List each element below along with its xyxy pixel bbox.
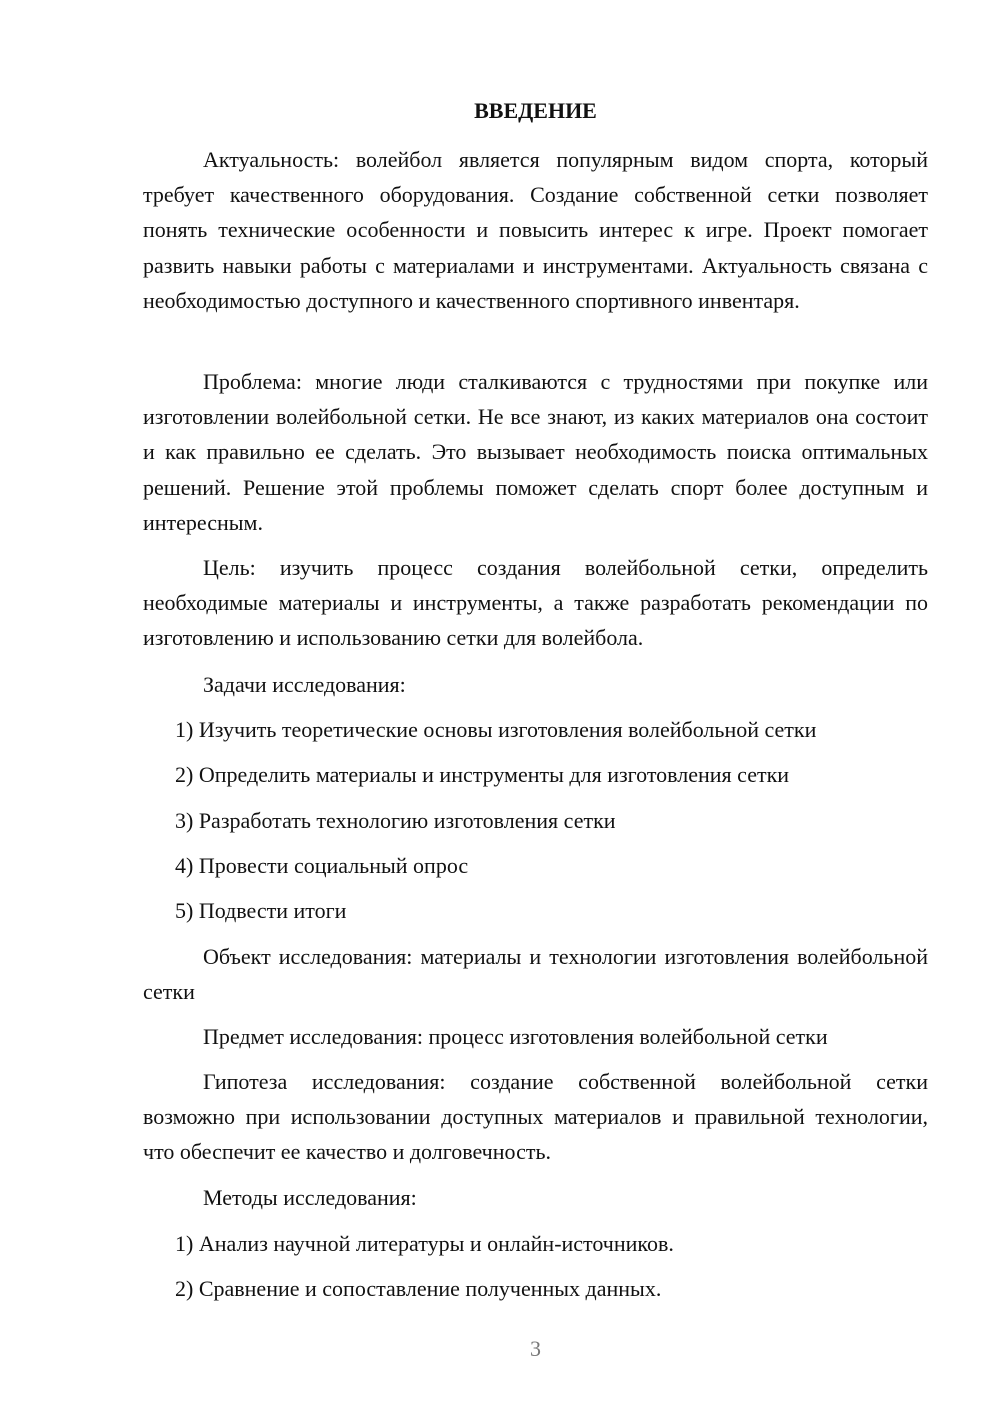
relevance-paragraph: Актуальность: волейбол является популярным видом спорта, который требует качественного оборудования. Создание собственной сетки позволяет понять технические особенности и повысить интерес к игре. Проект помогает развить навыки работы с материалами и инструментами. Актуальность связана с необходимостью доступного и качественного спортивного инвентаря.: [143, 147, 928, 313]
hypothesis-paragraph: Гипотеза исследования: создание собственной волейбольной сетки возможно при использовании доступных материалов и правильной технологии, что обеспечит ее качество и долговечность.: [143, 1069, 928, 1165]
tasks-list-item: 3) Разработать технологию изготовления сетки: [175, 808, 616, 833]
tasks-list-item: 2) Определить материалы и инструменты для изготовления сетки: [175, 762, 790, 787]
page-title: ВВЕДЕНИЕ: [474, 98, 597, 123]
tasks-list-item: 4) Провести социальный опрос: [175, 853, 469, 878]
object-paragraph: Объект исследования: материалы и технологии изготовления волейбольной сетки: [143, 944, 928, 1005]
tasks-list-item: 5) Подвести итоги: [175, 898, 347, 923]
subject-paragraph: Предмет исследования: процесс изготовления волейбольной сетки: [203, 1024, 828, 1049]
methods-heading: Методы исследования:: [203, 1185, 417, 1210]
tasks-list-item: 1) Изучить теоретические основы изготовления волейбольной сетки: [175, 717, 817, 742]
goal-paragraph: Цель: изучить процесс создания волейбольной сетки, определить необходимые материалы и инструменты, а также разработать рекомендации по изготовлению и использованию сетки для волейбола.: [143, 555, 928, 651]
tasks-heading: Задачи исследования:: [203, 672, 406, 697]
methods-list-item: 2) Сравнение и сопоставление полученных данных.: [175, 1276, 662, 1301]
methods-list-item: 1) Анализ научной литературы и онлайн-источников.: [175, 1231, 674, 1256]
problem-paragraph: Проблема: многие люди сталкиваются с трудностями при покупке или изготовлении волейбольной сетки. Не все знают, из каких материалов она состоит и как правильно ее сделать. Это вызывает необходимость поиска оптимальных решений. Решение этой проблемы поможет сделать спорт более доступным и интересным.: [143, 369, 928, 535]
page-number: 3: [530, 1336, 541, 1361]
